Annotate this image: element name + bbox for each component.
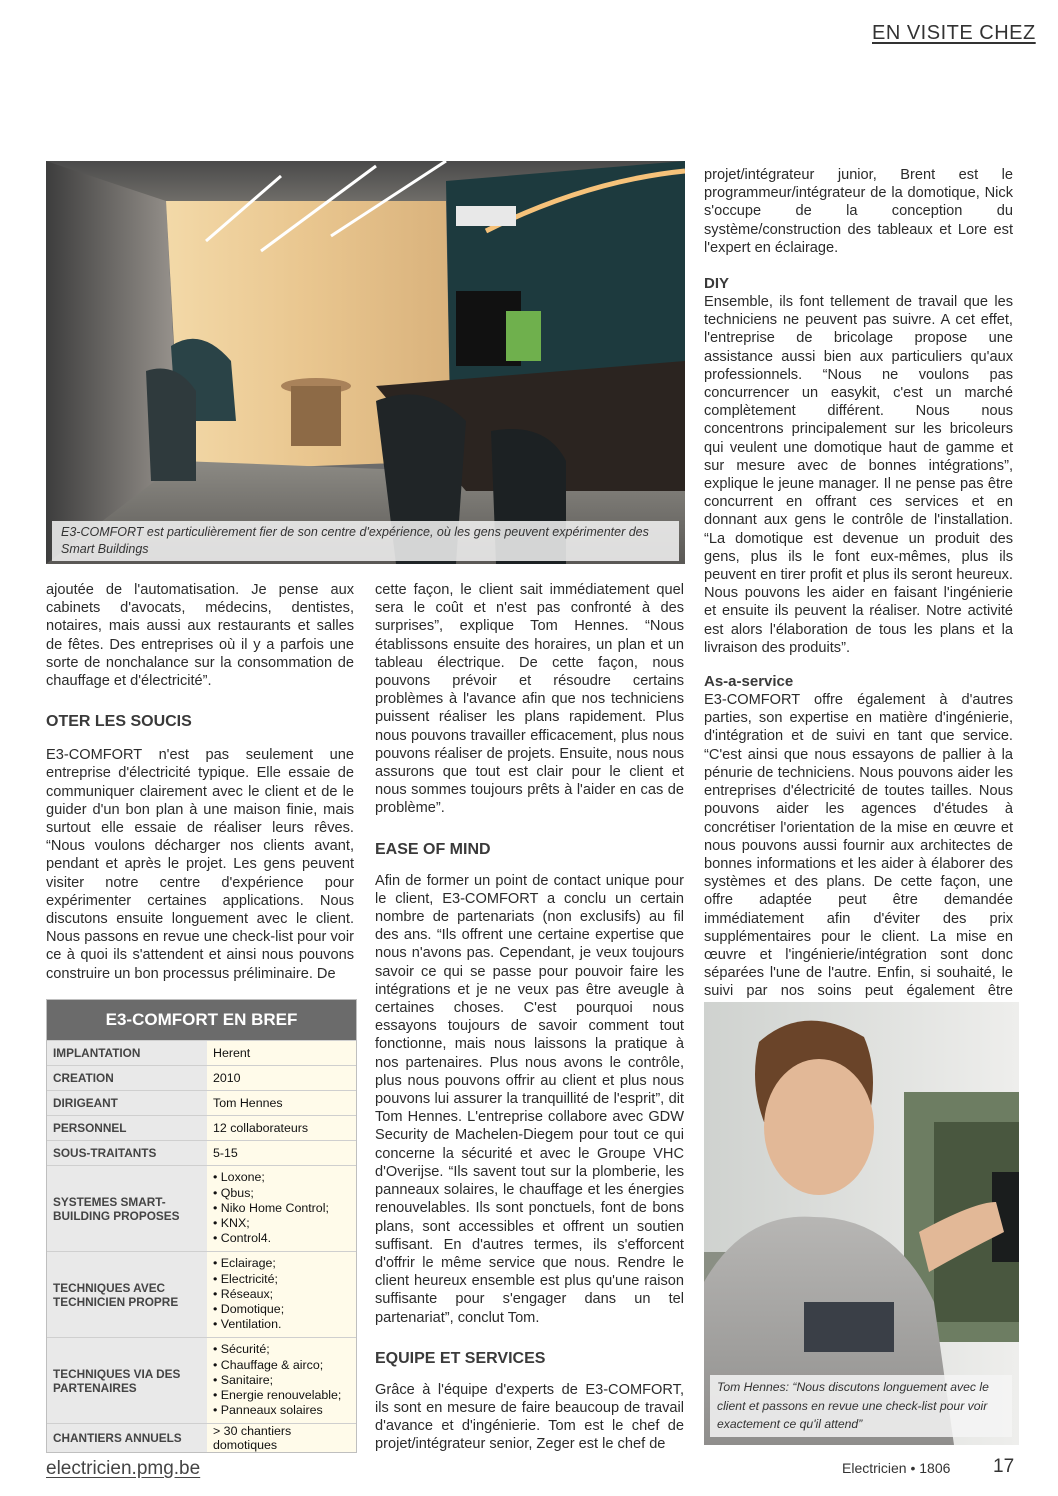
list-item: • Domotique;: [213, 1302, 285, 1317]
paragraph: E3-COMFORT n'est pas seulement une entreprise d'électricité typique. Elle essaie de communiquer clairement avec le client et de le guider d'un bon plan à une maison finie, mais surtout elle essaie de réaliser leurs rêves. “Nous voulons décharger nos clients avant, pendant et après le projet. Les gens peuvent visiter notre centre d'expérience pour expérimenter certaines applications. Nous discutons ensuite longuement avec le client. Nous passons en revue une check-list pour voir ce à quoi ils s'attendent et ainsi nous pouvons construire un bon processus préliminaire. De: [46, 747, 354, 982]
list-item: • Réseaux;: [213, 1286, 274, 1301]
list-item: • Loxone;: [213, 1170, 265, 1185]
list-item: • Qbus;: [213, 1185, 254, 1200]
tom-hennes-photo: [704, 1002, 1019, 1445]
paragraph: Ensemble, ils font tellement de travail que les techniciens ne peuvent pas suivre. A cet effet, l'entreprise de bricolage propose une assistance aussi bien aux particuliers qu'aux professionnels. “Nous ne voulons pas concurrencer un easykit, c'est un marché complètement différent. Nous nous concentrons principalement sur les bricoleurs qui veulent une domotique haut de gamme et sur mesure avec de bonnes intégrations”, explique le jeune manager. Il ne pense pas être concurrent en offrant ces services et en donnant aux gens le contrôle de l'installation. “La domotique est devenue un produit des gens, plus ils le font eux-mêmes, plus ils peuvent en tirer profit et plus ils seront heureux. Nous pouvons les aider en faisant l'ingénierie et ensuite ils peuvent la réaliser. Notre activité est alors l'élaboration de tous les plans et la livraison des produits”.: [704, 294, 1013, 656]
column-2: [375, 581, 684, 1454]
list-item: • Control4.: [213, 1231, 272, 1246]
row-key: CREATION: [47, 1066, 207, 1091]
row-key: SOUS-TRAITANTS: [47, 1141, 207, 1166]
section-heading: As-a-service: [704, 673, 794, 691]
paragraph: Afin de former un point de contact unique pour le client, E3-COMFORT a conclu un certain nombre de partenariats (non exclusifs) au fil des ans. “Ils offrent une certaine expertise que nous n'avons pas. Cependant, je veux toujours savoir ce qui se passe pour pouvoir faire les intégrations et je ne veux pas être aveugle à certaines choses. C'est pourquoi nous essayons toujours de savoir comment tout fonctionne, mais nous laissons la pratique à nos partenaires. Plus nous avons le contrôle, plus nous pouvons offrir au client et plus nous pouvons lui assurer la tranquillité de l'esprit”, dit Tom Hennes. L'entreprise collabore avec GDW Security de Machelen-Diegem pour tout ce qui concerne la sécurité et avec le Groupe VHC d'Overijse. “Ils savent tout sur la plomberie, les panneaux solaires, le chauffage et les énergies renouvelables. Ils sont ponctuels, font de bons plans, sont accessibles et offrent un soutien suffisant. En d'autres termes, ils s'efforcent d'offrir le même service que nous. Rendre le client heureux ensemble est plus qu'une raison suffisante pour s'engager dans un tel partenariat”, conclut Tom.: [375, 872, 684, 1326]
section-heading: DIY: [704, 275, 730, 293]
row-key: IMPLANTATION: [47, 1041, 207, 1066]
list-item: • Energie renouvelable;: [213, 1388, 342, 1403]
row-key: DIRIGEANT: [47, 1091, 207, 1116]
website-link[interactable]: electricien.pmg.be: [46, 1458, 201, 1479]
section-heading: EQUIPE ET SERVICES: [375, 1349, 546, 1367]
row-value: [207, 1252, 356, 1338]
row-value: > 30 chantiers domotiques: [207, 1424, 356, 1453]
row-key: TECHNIQUES VIA DES PARTENAIRES: [47, 1338, 207, 1424]
row-value: 2010: [207, 1066, 356, 1091]
table-row: [47, 1091, 356, 1116]
row-key: PERSONNEL: [47, 1116, 207, 1141]
factbox-title: E3-COMFORT EN BREF: [47, 1000, 356, 1040]
row-key: CHANTIERS ANNUELS: [47, 1424, 207, 1453]
table-row: [47, 1116, 356, 1141]
paragraph: projet/intégrateur junior, Brent est le programmeur/intégrateur de la domotique, Nick s'occupe de la conception du système/construction des tableaux et Lore est l'expert en éclairage.: [704, 167, 1013, 256]
page-number: 17: [993, 1456, 1015, 1477]
section-heading: OTER LES SOUCIS: [46, 713, 192, 731]
table-row: [47, 1252, 356, 1338]
list-item: • Chauffage & airco;: [213, 1357, 324, 1372]
company-factbox: [46, 999, 357, 1453]
table-row: [47, 1041, 356, 1066]
column-1: [46, 581, 354, 983]
list-item: • Niko Home Control;: [213, 1200, 329, 1215]
table-row: [47, 1066, 356, 1091]
row-value: Herent: [207, 1041, 356, 1066]
list-item: • Ventilation.: [213, 1317, 282, 1332]
list-item: • Electricité;: [213, 1271, 278, 1286]
row-value: Tom Hennes: [207, 1091, 356, 1116]
row-value: [207, 1166, 356, 1252]
table-row: [47, 1141, 356, 1166]
paragraph: cette façon, le client sait immédiatement quel sera le coût et n'est pas confronté à des surprises”, explique Tom Hennes. “Nous établissons ensuite des horaires, un plan et un tableau électrique. De cette façon, nous pouvons prévoir et résoudre certains problèmes à l'avance afin que nos techniciens puissent réaliser les plans rapidement. Plus nous pouvons travailler efficacement, plus nous pouvons réaliser de projets. Ensuite, nous nous assurons que tout est clair pour le client et nous sommes toujours prêts à l'aider en cas de problème”.: [375, 582, 684, 817]
row-key: TECHNIQUES AVEC TECHNICIEN PROPRE: [47, 1252, 207, 1338]
row-key: SYSTEMES SMART-BUILDING PROPOSES: [47, 1166, 207, 1252]
row-value: [207, 1338, 356, 1424]
list-item: • KNX;: [213, 1216, 250, 1231]
paragraph: ajoutée de l'automatisation. Je pense aux cabinets d'avocats, médecins, dentistes, notaires, mais aussi aux restaurants et salles de fêtes. Des entreprises où il y a parfois une sorte de nonchalance sur la consommation de chauffage et d'électricité”.: [46, 582, 354, 690]
list-item: • Eclairage;: [213, 1256, 276, 1271]
paragraph: Grâce à l'équipe d'experts de E3-COMFORT, ils sont en mesure de faire beaucoup de travail d'avance et d'ingénierie. Tom est le chef de projet/intégrateur senior, Zeger est le chef de: [375, 1381, 684, 1453]
table-row: [47, 1166, 356, 1252]
issue-label: Electricien • 1806: [842, 1460, 951, 1476]
paragraph: E3-COMFORT offre également à d'autres parties, son expertise en matière d'ingénierie, d'intégration et de suivi en tant que service. “C'est ainsi que nous essayons de pallier à la pénurie de techniciens. Nous pouvons aider les entreprises d'électricité de toutes tailles. Nous pouvons aider les agences d'études à concrétiser l'orientation de la mise en œuvre et nous pouvons aussi fournir aux architectes de bonnes informations et les aider à élaborer des systèmes et des plans. De cette façon, une offre adaptée peut être demandée immédiatement afin d'éviter des prix supplémentaires pour le client. La mise en œuvre et l'ingénierie/intégration sont donc séparées l'une de l'autre. Enfin, si souhaité, le suivi par nos soins peut également être: [704, 692, 1013, 1000]
table-row: [47, 1338, 356, 1424]
photo-caption: E3-COMFORT est particulièrement fier de son centre d'expérience, où les gens peuvent expérimenter des Smart Buildings: [52, 521, 679, 561]
photo-caption: Tom Hennes: “Nous discutons longuement avec le client et passons en revue une check-list pour voir exactement ce qu'il attend”: [710, 1375, 1012, 1437]
experience-center-photo: [46, 161, 685, 564]
list-item: • Sécurité;: [213, 1342, 270, 1357]
column-3: [704, 166, 1013, 1019]
row-value: 5-15: [207, 1141, 356, 1166]
section-heading: EASE OF MIND: [375, 840, 491, 858]
factbox-table: [47, 1040, 356, 1452]
table-row: [47, 1424, 356, 1453]
experience-center-image: [46, 161, 685, 564]
row-value: 12 collaborateurs: [207, 1116, 356, 1141]
list-item: • Panneaux solaires: [213, 1403, 323, 1418]
section-label: EN VISITE CHEZ: [872, 22, 1036, 44]
list-item: • Sanitaire;: [213, 1372, 274, 1387]
